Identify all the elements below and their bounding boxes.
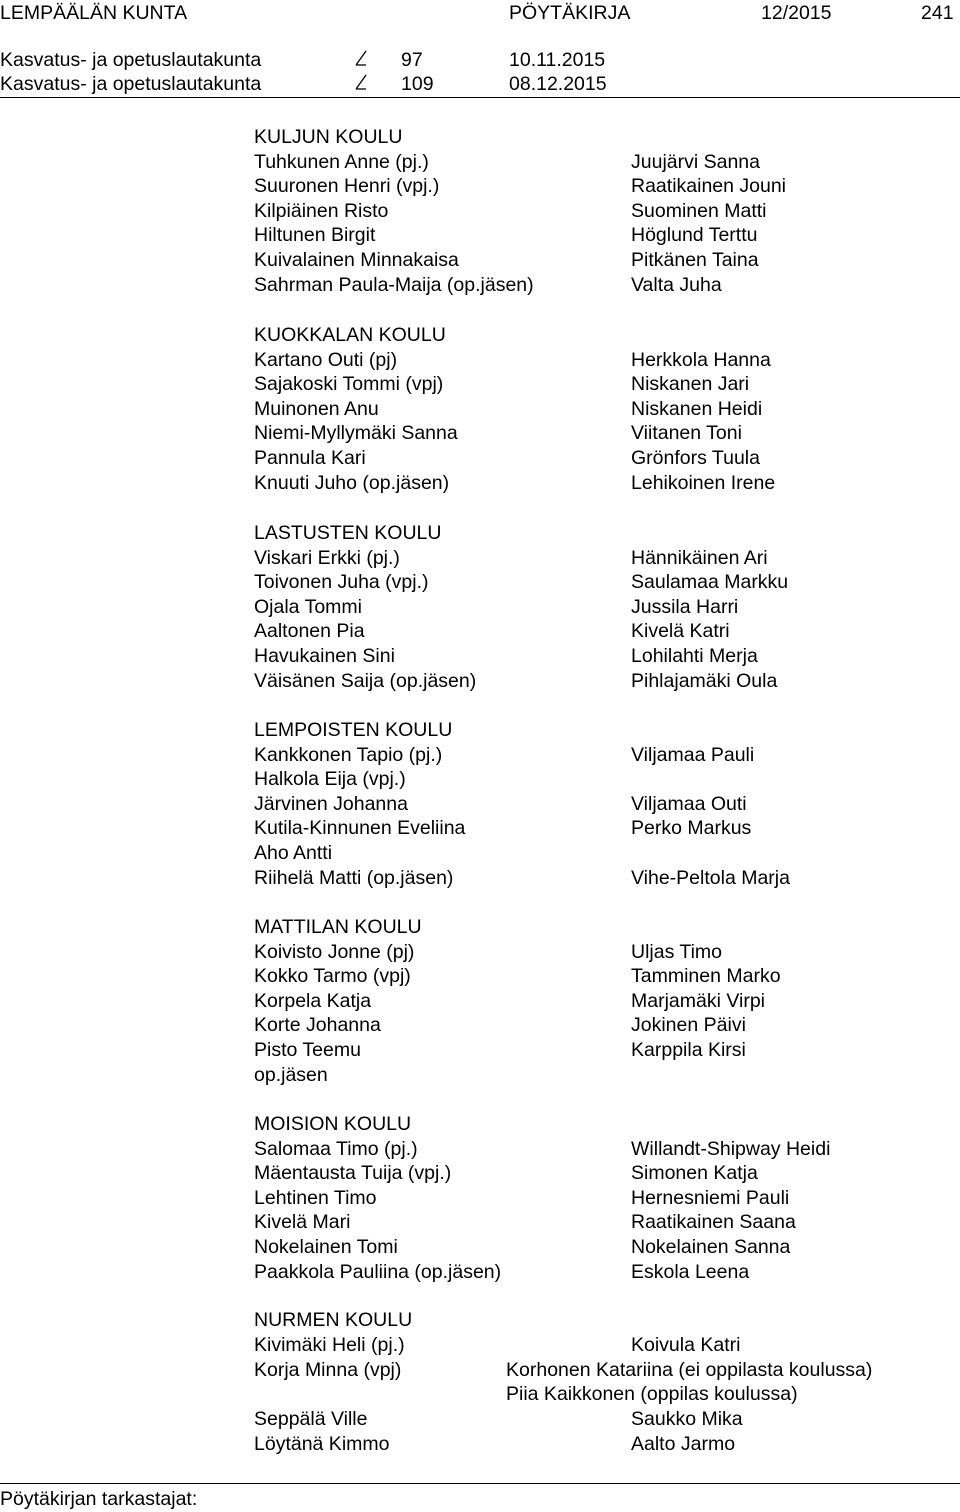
page-number: 241 [921,2,954,24]
meeting-date: 08.12.2015 [509,73,607,95]
header-divider [0,97,960,98]
member-name: Hiltunen Birgit [254,224,376,247]
member-name: Toivonen Juha (vpj.) [254,571,429,594]
deputy-name: Juujärvi Sanna [631,150,760,173]
doc-type: PÖYTÄKIRJA [509,2,631,24]
footer-divider [0,1483,960,1484]
member-name: op.jäsen [254,1063,328,1086]
member-name: Väisänen Saija (op.jäsen) [254,669,477,692]
school-title: NURMEN KOULU [254,1309,413,1331]
deputy-name: Perko Markus [631,817,752,840]
school-title: MOISION KOULU [254,1113,412,1135]
member-name: Kivimäki Heli (pj.) [254,1334,405,1356]
member-name: Knuuti Juho (op.jäsen) [254,471,450,494]
board-name: Kasvatus- ja opetuslautakunta [0,73,262,95]
member-name: Mäentausta Tuija (vpj.) [254,1162,452,1185]
member-name: Salomaa Timo (pj.) [254,1137,418,1160]
section-mark-icon [355,74,367,90]
deputy-name: Viljamaa Pauli [631,743,755,766]
deputy-name: Niskanen Heidi [631,397,763,420]
deputy-name: Simonen Katja [631,1162,758,1185]
deputy-name: Jokinen Päivi [631,1014,746,1037]
deputy-name: Viitanen Toni [631,422,742,445]
school-title: LASTUSTEN KOULU [254,522,442,544]
deputy-name: Hännikäinen Ari [631,546,768,569]
member-name: Koivisto Jonne (pj) [254,940,415,963]
member-name: Havukainen Sini [254,645,395,667]
deputy-name: Grönfors Tuula [631,447,760,469]
member-name: Kivelä Mari [254,1211,351,1234]
member-name: Kilpiäinen Risto [254,199,389,222]
member-name: Löytänä Kimmo [254,1433,390,1455]
member-name: Lehtinen Timo [254,1186,377,1209]
deputy-name: Uljas Timo [631,940,723,963]
member-name: Järvinen Johanna [254,792,408,815]
member-name: Kokko Tarmo (vpj) [254,965,411,988]
deputy-name: Höglund Terttu [631,224,758,247]
deputy-name: Raatikainen Jouni [631,175,787,198]
deputy-name: Korhonen Katariina (ei oppilasta koulussa) [506,1359,873,1381]
deputy-name: Herkkola Hanna [631,348,771,371]
deputy-name: Saulamaa Markku [631,571,789,594]
deputy-name: Willandt-Shipway Heidi [631,1137,831,1160]
member-name: Pannula Kari [254,447,366,469]
deputy-name: Tamminen Marko [631,965,781,988]
deputy-name: Valta Juha [631,273,722,296]
deputy-name: Saukko Mika [631,1408,743,1430]
member-name: Ojala Tommi [254,595,363,618]
member-name: Viskari Erkki (pj.) [254,546,400,569]
section-number: 97 [401,49,423,71]
member-name: Tuhkunen Anne (pj.) [254,150,429,173]
deputy-name: Pihlajamäki Oula [631,669,778,692]
member-name: Paakkola Pauliina (op.jäsen) [254,1260,502,1283]
section-mark-icon [355,50,367,66]
deputy-name: Aalto Jarmo [631,1433,736,1455]
member-name: Korpela Katja [254,989,372,1012]
member-name: Kankkonen Tapio (pj.) [254,743,443,766]
member-name: Korja Minna (vpj) [254,1359,402,1381]
member-name: Aaltonen Pia [254,620,365,643]
member-name: Korte Johanna [254,1014,381,1037]
deputy-name: Jussila Harri [631,595,739,618]
member-name: Nokelainen Tomi [254,1236,398,1258]
member-name: Sajakoski Tommi (vpj) [254,373,444,396]
school-title: KUOKKALAN KOULU [254,324,446,346]
member-name: Muinonen Anu [254,397,379,420]
member-name: Halkola Eija (vpj.) [254,768,406,791]
school-title: KULJUN KOULU [254,126,403,148]
member-name: Kutila-Kinnunen Eveliina [254,817,466,840]
member-name: Aho Antti [254,842,333,864]
section-number: 109 [401,73,434,95]
member-name: Niemi-Myllymäki Sanna [254,422,458,445]
deputy-name: Marjamäki Virpi [631,989,766,1012]
footer-label: Pöytäkirjan tarkastajat: [0,1488,198,1510]
member-name: Kartano Outi (pj) [254,348,398,371]
deputy-name: Raatikainen Saana [631,1211,796,1234]
deputy-name: Niskanen Jari [631,373,750,396]
member-name: Sahrman Paula-Maija (op.jäsen) [254,273,534,296]
school-title: LEMPOISTEN KOULU [254,719,453,741]
member-name: Suuronen Henri (vpj.) [254,175,440,198]
deputy-name: Suominen Matti [631,199,767,222]
deputy-name: Eskola Leena [631,1260,750,1283]
deputy-name: Viljamaa Outi [631,792,747,815]
doc-number: 12/2015 [761,2,832,24]
deputy-name: Nokelainen Sanna [631,1236,791,1258]
deputy-name: Hernesniemi Pauli [631,1186,790,1209]
municipality-name: LEMPÄÄLÄN KUNTA [0,2,188,24]
deputy-name: Karppila Kirsi [631,1039,746,1061]
board-name: Kasvatus- ja opetuslautakunta [0,49,262,71]
deputy-name: Pitkänen Taina [631,249,759,271]
member-name: Seppälä Ville [254,1408,368,1430]
school-title: MATTILAN KOULU [254,916,422,938]
member-name: Pisto Teemu [254,1039,361,1061]
deputy-name: Koivula Katri [631,1334,741,1356]
deputy-name: Kivelä Katri [631,620,730,643]
deputy-name: Piia Kaikkonen (oppilas koulussa) [506,1383,798,1405]
deputy-name: Vihe-Peltola Marja [631,866,790,889]
deputy-name: Lehikoinen Irene [631,471,776,494]
meeting-date: 10.11.2015 [509,49,606,71]
deputy-name: Lohilahti Merja [631,645,758,667]
member-name: Kuivalainen Minnakaisa [254,249,459,271]
member-name: Riihelä Matti (op.jäsen) [254,866,454,889]
